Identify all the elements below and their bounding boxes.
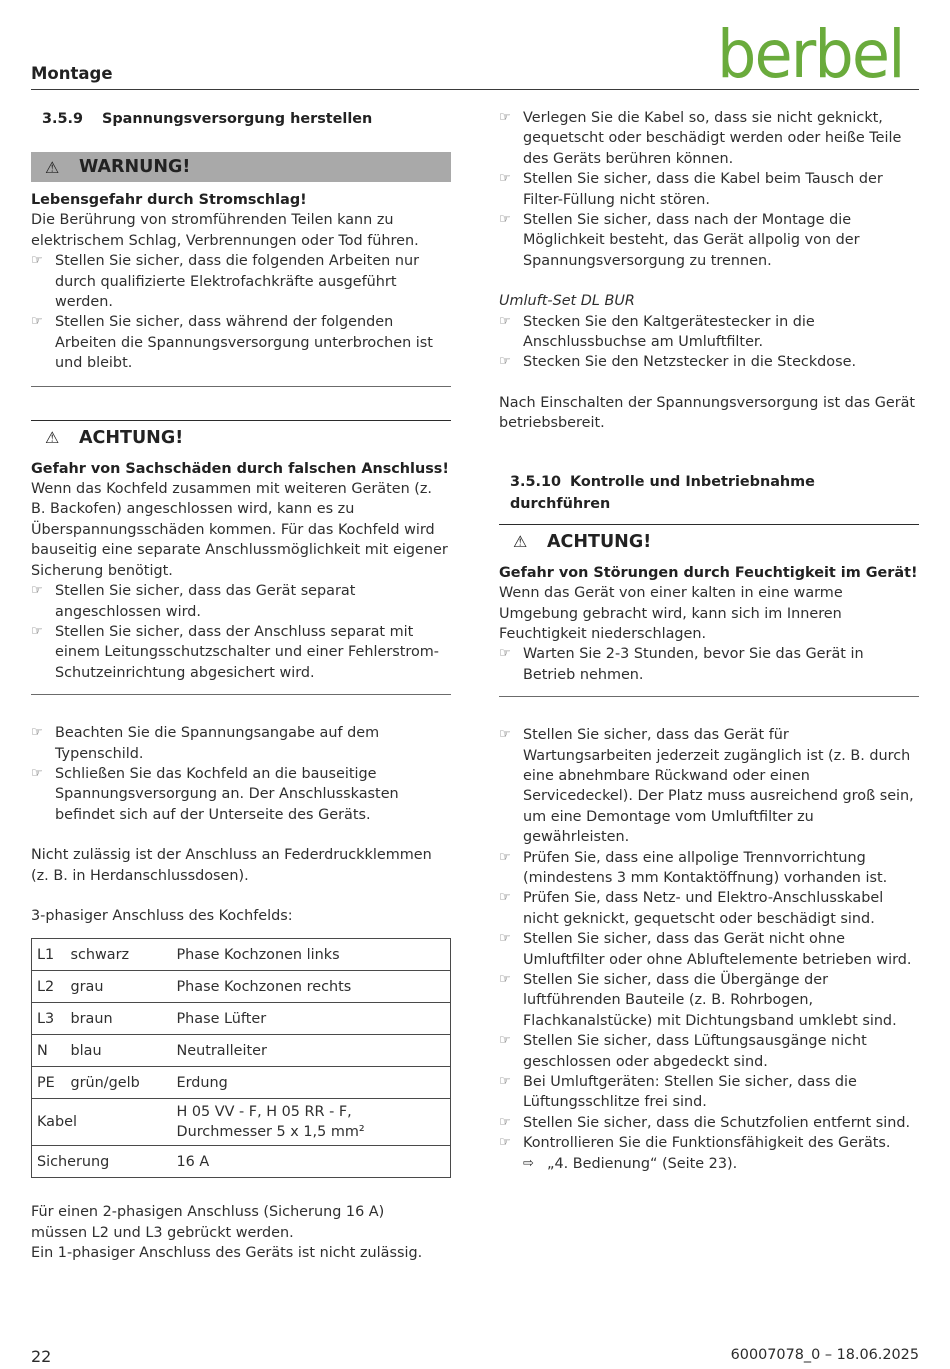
pointing-hand-icon: ☞	[499, 727, 511, 743]
warning-box	[31, 182, 451, 387]
pointing-hand-icon: ☞	[499, 849, 511, 865]
list-item: ☞ Stellen Sie sicher, dass nach der Montage die Möglichkeit besteht, das Gerät allpolig von der Spannungsversorgung zu trennen.	[499, 210, 919, 271]
section-number: 3.5.9	[42, 111, 83, 127]
cable-spec-line: H 05 VV - F, H 05 RR - F,	[176, 1103, 352, 1120]
document-id: 60007078_0 – 18.06.2025	[730, 1347, 919, 1363]
pointing-hand-icon: ☞	[499, 354, 511, 370]
list-item: ☞ Stellen Sie sicher, dass das Gerät nicht ohne Umluftfilter oder ohne Abluftelemente betrieben wird.	[499, 929, 919, 970]
table-row: L1 schwarz Phase Kochzonen links	[32, 939, 451, 971]
section-title: Spannungsversorgung herstellen	[102, 111, 373, 127]
list-item: ☞ Stellen Sie sicher, dass das Gerät für Wartungsarbeiten jederzeit zugänglich ist (z. B. durch eine abnehmbare Rückwand oder einen Servicedeckel). Der Platz muss ausreichend groß sein, um eine Demontage vom Umluftfilter zu gewährleisten.	[499, 725, 919, 847]
section-number: 3.5.10	[510, 473, 561, 490]
closing-line: müssen L2 und L3 gebrückt werden.	[31, 1224, 294, 1241]
table-row: PE grün/gelb Erdung	[32, 1067, 451, 1099]
attention-text: Wenn das Kochfeld zusammen mit weiteren Geräten (z. B. Backofen) angeschlossen wird, kann es zu Überspannungsschäden kommen. Für das Kochfeld wird bauseitig eine separate Anschlussmöglichkeit mit eigener Sicherung benötigt.	[31, 481, 448, 579]
list-item: ☞ Stecken Sie den Kaltgerätestecker in die Anschlussbuchse am Umluftfilter.	[499, 312, 919, 353]
ready-text: Nach Einschalten der Spannungsversorgung ist das Gerät betriebsbereit.	[499, 394, 916, 432]
page-section-title: Montage	[31, 64, 113, 83]
attention-heading: Gefahr von Störungen durch Feuchtigkeit im Gerät!	[499, 564, 918, 581]
pointing-hand-icon: ☞	[499, 212, 511, 228]
attention-box	[31, 455, 451, 695]
closing-line: Für einen 2-phasigen Anschluss (Sicherung 16 A)	[31, 1204, 385, 1221]
list-item: ☞ Warten Sie 2-3 Stunden, bevor Sie das Gerät in Betrieb nehmen.	[499, 644, 919, 685]
warning-label: WARNUNG!	[79, 157, 191, 177]
pointing-hand-icon: ☞	[31, 253, 43, 269]
pointing-hand-icon: ☞	[31, 623, 43, 639]
arrow-right-icon: ⇨	[523, 1155, 534, 1171]
attention-heading: Gefahr von Sachschäden durch falschen Anschluss!	[31, 460, 449, 477]
table-row: L3 braun Phase Lüfter	[32, 1003, 451, 1035]
left-column	[31, 108, 451, 1264]
attention-label: ACHTUNG!	[547, 531, 652, 552]
pointing-hand-icon: ☞	[499, 972, 511, 987]
table-row: N blau Neutralleiter	[32, 1035, 451, 1067]
warning-banner	[31, 152, 451, 182]
section-heading-3-5-9	[31, 108, 451, 130]
list-item: ☞ Stellen Sie sicher, dass die folgenden Arbeiten nur durch qualifizierte Elektrofachkräfte ausgeführt werden.	[31, 251, 451, 312]
table-caption: 3-phasiger Anschluss des Kochfelds:	[31, 907, 293, 924]
list-item: ☞ Stellen Sie sicher, dass das Gerät separat angeschlossen wird.	[31, 581, 451, 622]
attention-label: ACHTUNG!	[79, 427, 184, 448]
umluft-subtitle: Umluft-Set DL BUR	[499, 293, 635, 310]
pointing-hand-icon: ☞	[31, 725, 43, 741]
list-item: ☞ Stellen Sie sicher, dass der Anschluss separat mit einem Leitungsschutzschalter und einer Fehlerstrom-Schutzeinrichtung abgesichert wird.	[31, 622, 451, 683]
list-item: ☞ Bei Umluftgeräten: Stellen Sie sicher, dass die Lüftungsschlitze frei sind.	[499, 1072, 919, 1113]
list-item: ☞ Stellen Sie sicher, dass die Übergänge der luftführenden Bauteile (z. B. Rohrbogen, Flachkanalstücke) mit Dichtungsband umklebt sind.	[499, 970, 919, 1031]
pointing-hand-icon: ☞	[31, 583, 43, 599]
pointing-hand-icon: ☞	[499, 890, 511, 906]
list-item: ☞ Prüfen Sie, dass eine allpolige Trennvorrichtung (mindestens 3 mm Kontaktöffnung) vorhanden ist.	[499, 848, 919, 889]
pointing-hand-icon: ☞	[499, 1074, 511, 1090]
right-column	[499, 108, 919, 1174]
page-number: 22	[31, 1347, 52, 1366]
closing-line: Ein 1-phasiger Anschluss des Geräts ist nicht zulässig.	[31, 1245, 423, 1262]
header-divider	[31, 89, 919, 90]
attention-box	[499, 559, 919, 697]
list-item: ☞ Stellen Sie sicher, dass Lüftungsausgänge nicht geschlossen oder abgedeckt sind.	[499, 1031, 919, 1072]
list-item: ☞ Stellen Sie sicher, dass die Schutzfolien entfernt sind.	[499, 1113, 919, 1133]
attention-banner	[499, 525, 919, 559]
pointing-hand-icon: ☞	[499, 931, 511, 947]
pointing-hand-icon: ☞	[31, 765, 43, 781]
table-row: Sicherung 16 A	[32, 1146, 451, 1178]
list-item: ☞ Stecken Sie den Netzstecker in die Steckdose.	[499, 352, 919, 372]
pointing-hand-icon: ☞	[499, 1114, 511, 1130]
list-item: ☞ Stellen Sie sicher, dass die Kabel beim Tausch der Filter-Füllung nicht stören.	[499, 169, 919, 210]
attention-banner	[31, 421, 451, 455]
table-row: L2 grau Phase Kochzonen rechts	[32, 971, 451, 1003]
warning-heading: Lebensgefahr durch Stromschlag!	[31, 192, 307, 208]
brand-logo: berbel	[717, 16, 904, 93]
table-row: Kabel H 05 VV - F, H 05 RR - F, Durchmesser 5 x 1,5 mm²	[32, 1099, 451, 1146]
warning-triangle-icon: ⚠	[45, 428, 60, 448]
cross-reference-link[interactable]: ⇨ „4. Bedienung“ (Seite 23).	[523, 1154, 919, 1174]
pointing-hand-icon: ☞	[499, 646, 511, 662]
list-item: ☞ Verlegen Sie die Kabel so, dass sie nicht geknickt, gequetscht oder beschädigt werden oder heiße Teile des Geräts berühren können.	[499, 108, 919, 169]
pointing-hand-icon: ☞	[499, 171, 511, 187]
list-item: ☞ Stellen Sie sicher, dass während der folgenden Arbeiten die Spannungsversorgung unterbrochen ist und bleibt.	[31, 312, 451, 373]
warning-text: Die Berührung von stromführenden Teilen kann zu elektrischem Schlag, Verbrennungen oder Tod führen.	[31, 212, 419, 249]
section-title: Kontrolle und Inbetriebnahme durchführen	[510, 473, 815, 512]
note-text: Nicht zulässig ist der Anschluss an Federdruckklemmen (z. B. in Herdanschlussdosen).	[31, 847, 432, 884]
cable-spec-line: Durchmesser 5 x 1,5 mm²	[176, 1124, 365, 1141]
warning-triangle-icon: ⚠	[45, 157, 60, 177]
pointing-hand-icon: ☞	[499, 1135, 511, 1151]
pointing-hand-icon: ☞	[499, 1033, 511, 1049]
list-item: ☞ Kontrollieren Sie die Funktionsfähigkeit des Geräts.	[499, 1133, 919, 1153]
list-item: ☞ Schließen Sie das Kochfeld an die bauseitige Spannungsversorgung an. Der Anschlusskasten befindet sich auf der Unterseite des Geräts.	[31, 764, 451, 825]
warning-triangle-icon: ⚠	[513, 532, 528, 552]
list-item: ☞ Beachten Sie die Spannungsangabe auf dem Typenschild.	[31, 723, 451, 764]
section-heading-3-5-10	[499, 471, 919, 515]
pointing-hand-icon: ☞	[499, 313, 511, 329]
connection-table	[31, 938, 451, 1178]
list-item: ☞ Prüfen Sie, dass Netz- und Elektro-Anschlusskabel nicht geknickt, gequetscht oder beschädigt sind.	[499, 888, 919, 929]
attention-text: Wenn das Gerät von einer kalten in eine warme Umgebung gebracht wird, kann sich im Inneren Feuchtigkeit niederschlagen.	[499, 585, 843, 642]
pointing-hand-icon: ☞	[499, 110, 511, 125]
pointing-hand-icon: ☞	[31, 314, 43, 330]
